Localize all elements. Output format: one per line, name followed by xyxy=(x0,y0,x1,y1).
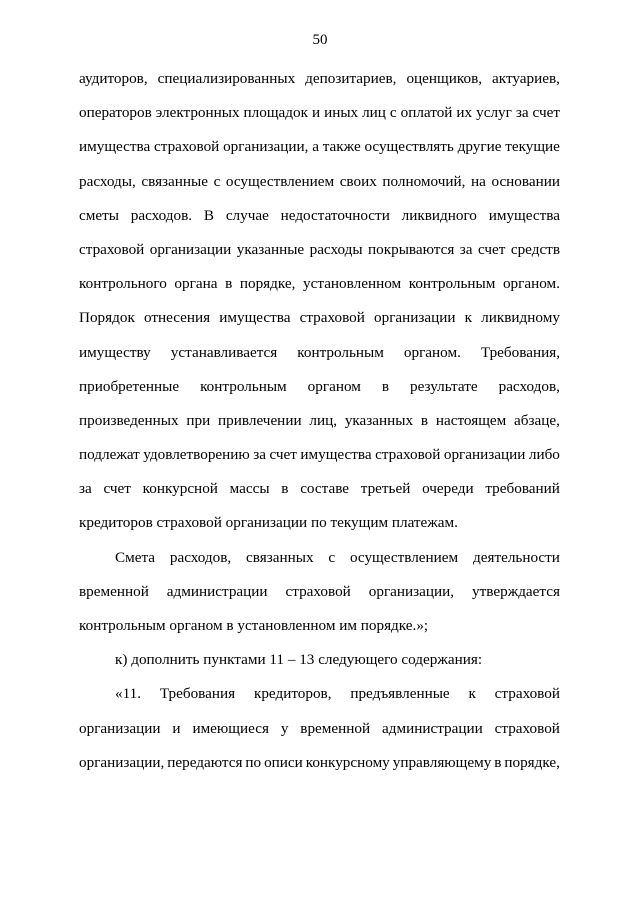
text-line: «11. Требования кредиторов, предъявленные к страховой xyxy=(115,685,560,703)
paragraph xyxy=(79,541,560,644)
text-line: к) дополнить пунктами 11 – 13 следующего содержания: xyxy=(115,651,483,669)
text-line: приобретенные контрольным органом в результате расходов, xyxy=(79,377,560,395)
text-line: Порядок отнесения имущества страховой организации к ликвидному xyxy=(79,309,560,327)
text-line: кредиторов страховой организации по текущим платежам. xyxy=(79,514,458,532)
paragraph xyxy=(79,62,560,541)
text-line: Смета расходов, связанных с осуществлением деятельности xyxy=(115,548,560,566)
text-line: страховой организации указанные расходы покрываются за счет средств xyxy=(79,240,560,258)
page-number: 50 xyxy=(312,32,328,48)
text-line: имуществу устанавливается контрольным органом. Требования, xyxy=(79,343,560,361)
text-line: организации, передаются по описи конкурсному управляющему в порядке, xyxy=(79,753,560,771)
text-line: подлежат удовлетворению за счет имущества страховой организации либо xyxy=(79,446,560,464)
text-line: произведенных при привлечении лиц, указанных в настоящем абзаце, xyxy=(79,411,560,429)
text-line: организации и имеющиеся у временной администрации страховой xyxy=(79,719,560,737)
text-line: аудиторов, специализированных депозитариев, оценщиков, актуариев, xyxy=(79,70,560,87)
text-line: временной администрации страховой организации, утверждается xyxy=(79,582,560,600)
text-line: контрольным органом в установленном им порядке.»; xyxy=(79,617,429,634)
text-line: за счет конкурсной массы в составе третьей очереди требований xyxy=(79,480,560,498)
paragraph xyxy=(79,677,560,780)
paragraph xyxy=(79,643,560,677)
text-line: контрольного органа в порядке, установленном контрольным органом. xyxy=(79,275,560,293)
text-line: сметы расходов. В случае недостаточности ликвидного имущества xyxy=(79,206,560,224)
text-line: операторов электронных площадок и иных лиц с оплатой их услуг за счет xyxy=(79,104,560,122)
text-line: расходы, связанные с осуществлением своих полномочий, на основании xyxy=(79,172,560,190)
text-line: имущества страховой организации, а также осуществлять другие текущие xyxy=(79,138,560,156)
document-body xyxy=(79,62,560,780)
